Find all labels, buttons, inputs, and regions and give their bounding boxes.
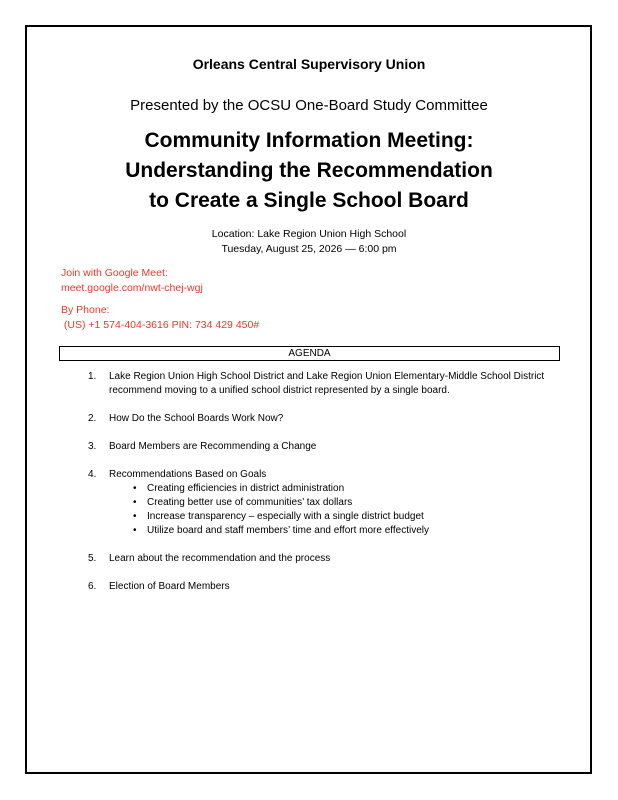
title-line-2: Understanding the Recommendation <box>125 159 493 182</box>
agenda-item <box>88 468 548 538</box>
presented-by: Presented by the OCSU One-Board Study Committee <box>130 97 488 114</box>
agenda-item <box>88 370 548 398</box>
agenda-item-text: Recommendations Based on Goals <box>109 469 267 480</box>
remote-join-info <box>61 266 259 333</box>
agenda-item-text: Election of Board Members <box>109 581 230 592</box>
agenda-item-number: 1. <box>88 371 97 382</box>
bullet-icon: • <box>133 525 137 536</box>
agenda-item-number: 6. <box>88 581 97 592</box>
agenda-item-text: recommend moving to a unified school district represented by a single board. <box>109 385 450 396</box>
agenda-subitem-text: Creating better use of communities’ tax dollars <box>147 497 353 508</box>
agenda-item-number: 4. <box>88 469 97 480</box>
agenda-item <box>88 552 548 566</box>
agenda-subitem-text: Increase transparency – especially with a single district budget <box>147 511 424 522</box>
agenda-list <box>88 370 548 594</box>
agenda-subitem <box>109 524 548 538</box>
bullet-icon: • <box>133 483 137 494</box>
organization-name: Orleans Central Supervisory Union <box>192 56 426 72</box>
agenda-item-number: 3. <box>88 441 97 452</box>
phone-label: By Phone: <box>61 304 110 316</box>
agenda-item <box>88 440 548 454</box>
agenda-item <box>88 580 548 594</box>
title-line-3: to Create a Single School Board <box>149 189 469 212</box>
bullet-icon: • <box>133 497 137 508</box>
agenda-subitem-text: Creating efficiencies in district administration <box>147 483 345 494</box>
agenda-item-text: Learn about the recommendation and the process <box>109 553 331 564</box>
agenda-item-text: Lake Region Union High School District and Lake Region Union Elementary-Middle School District <box>109 371 545 382</box>
agenda-item-number: 2. <box>88 413 97 424</box>
agenda-item-text: Board Members are Recommending a Change <box>109 441 317 452</box>
phone-details: (US) +1 574-404-3616 PIN: 734 429 450# <box>61 319 260 331</box>
meeting-datetime: Tuesday, August 25, 2026 — 6:00 pm <box>221 243 397 255</box>
agenda-subitem <box>109 496 548 510</box>
title-line-1: Community Information Meeting: <box>144 129 474 152</box>
agenda-item-number: 5. <box>88 553 97 564</box>
agenda-subitem <box>109 510 548 524</box>
bullet-icon: • <box>133 511 137 522</box>
agenda-item <box>88 412 548 426</box>
agenda-item-text: How Do the School Boards Work Now? <box>109 413 284 424</box>
meeting-title <box>0 126 618 216</box>
agenda-heading: AGENDA <box>59 346 560 361</box>
meeting-location: Location: Lake Region Union High School <box>211 228 407 240</box>
google-meet-link[interactable]: meet.google.com/nwt-chej-wgj <box>61 282 203 294</box>
meeting-details <box>0 227 618 257</box>
agenda-subitem-text: Utilize board and staff members’ time and effort more effectively <box>147 525 429 536</box>
google-meet-label: Join with Google Meet: <box>61 267 168 279</box>
agenda-subitem <box>109 482 548 496</box>
